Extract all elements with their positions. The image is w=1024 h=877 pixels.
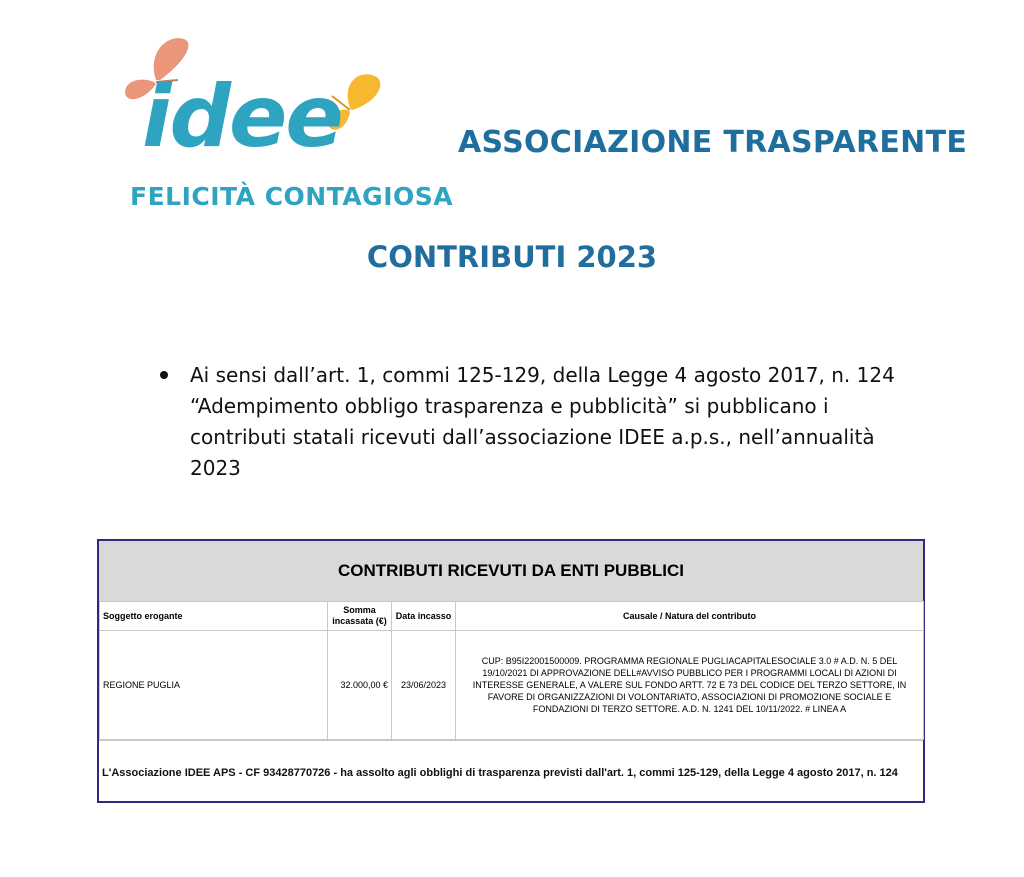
table-header-row	[100, 602, 924, 631]
table-footer-note: L'Associazione IDEE APS - CF 93428770726 - ha assolto agli obblighi di trasparenza previsti dall'art. 1, commi 125-129, della Legge 4 agosto 2017, n. 124	[99, 740, 923, 805]
cell-causale: CUP: B95I22001500009. PROGRAMMA REGIONALE PUGLIACAPITALESOCIALE 3.0 # A.D. N. 5 DEL 19/10/2021 DI APPROVAZIONE DELL#AVVISO PUBBLICO PER I PROGRAMMI LOCALI DI AZIONI DI INTERESSE GENERALE, A VALERE SUL FONDO ARTT. 72 E 73 DEL CODICE DEL TERZO SETTORE, IN FAVORE DI ORGANIZZAZIONI DI VOLONTARIATO, ASSOCIAZIONI DI PROMOZIONE SOCIALE E FONDAZIONI DI TERZO SETTORE. A.D. N. 1241 DEL 10/11/2022. # LINEA A	[456, 631, 924, 740]
org-title: ASSOCIAZIONE TRASPARENTE	[458, 125, 968, 160]
contributions-table	[97, 539, 925, 803]
logo-tagline: FELICITÀ CONTAGIOSA	[130, 182, 454, 211]
col-header-causale: Causale / Natura del contributo	[456, 602, 924, 631]
cell-soggetto: REGIONE PUGLIA	[100, 631, 328, 740]
page-title: CONTRIBUTI 2023	[366, 240, 658, 274]
table-row	[100, 631, 924, 740]
cell-data: 23/06/2023	[392, 631, 456, 740]
intro-bullet	[160, 360, 930, 484]
idee-logo	[112, 30, 454, 220]
logo-wordmark: idee	[142, 67, 342, 167]
cell-somma: 32.000,00 €	[328, 631, 392, 740]
col-header-soggetto: Soggetto erogante	[100, 602, 328, 631]
contributions-grid	[99, 601, 924, 740]
bullet-dot-icon	[160, 371, 168, 379]
intro-text: Ai sensi dall’art. 1, commi 125-129, della Legge 4 agosto 2017, n. 124 “Adempimento obbligo trasparenza e pubblicità” si pubblicano i contributi statali ricevuti dall’associazione IDEE a.p.s., nell’annualità 2023	[190, 363, 895, 480]
col-header-data: Data incasso	[392, 602, 456, 631]
col-header-somma: Somma incassata (€)	[328, 602, 392, 631]
table-title: CONTRIBUTI RICEVUTI DA ENTI PUBBLICI	[99, 541, 923, 601]
